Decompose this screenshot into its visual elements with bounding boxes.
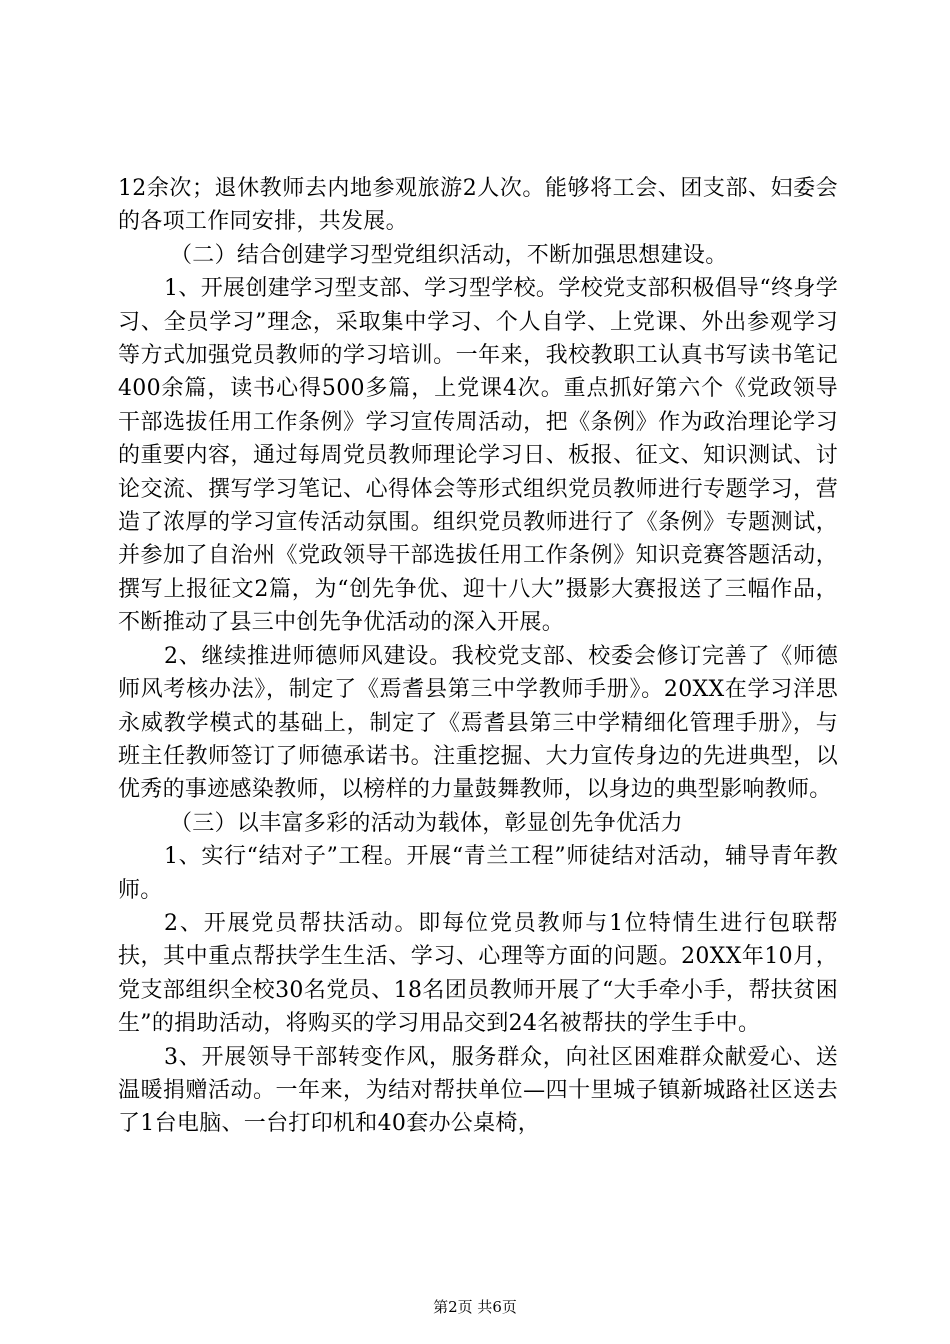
paragraph-assistance: 2、开展党员帮扶活动。即每位党员教师与1位特情生进行包联帮扶，其中重点帮扶学生生活、学习、心理等方面的问题。20XX年10月，党支部组织全校30名党员、18名团员教师开展了“大手牵小手，帮扶贫困生”的捐助活动，将购买的学习用品交到24名被帮扶的学生手中。 — [118, 910, 838, 1037]
section-heading-3: （三）以丰富多彩的活动为载体，彰显创先争优活力 — [170, 810, 683, 836]
document-body — [118, 172, 838, 1141]
paragraph-learning: 1、开展创建学习型支部、学习型学校。学校党支部积极倡导“终身学习、全员学习”理念，采取集中学习、个人自学、上党课、外出参观学习等方式加强党员教师的学习培训。一年来，我校教职工认真书写读书笔记400余篇，读书心得500多篇，上党课4次。重点抓好第六个《党政领导干部选拔任用工作条例》学习宣传周活动，把《条例》作为政治理论学习的重要内容，通过每周党员教师理论学习日、板报、征文、知识测试、讨论交流、撰写学习笔记、心得体会等形式组织党员教师进行专题学习，营造了浓厚的学习宣传活动氛围。组织党员教师进行了《条例》专题测试，并参加了自治州《党政领导干部选拔任用工作条例》知识竞赛答题活动，撰写上报征文2篇，为“创先争优、迎十八大”摄影大赛报送了三幅作品，不断推动了县三中创先争优活动的深入开展。 — [118, 276, 838, 636]
paragraph-pairing: 1、实行“结对子”工程。开展“青兰工程”师徒结对活动，辅导青年教师。 — [118, 844, 838, 903]
paragraph-continued: 12余次；退休教师去内地参观旅游2人次。能够将工会、团支部、妇委会的各项工作同安排，共发展。 — [118, 176, 838, 235]
page-footer: 第2页 共6页 — [433, 1298, 517, 1316]
section-heading-2: （二）结合创建学习型党组织活动，不断加强思想建设。 — [170, 242, 728, 268]
paragraph-ethics: 2、继续推进师德师风建设。我校党支部、校委会修订完善了《师德师风考核办法》，制定了《焉耆县第三中学教师手册》。20XX在学习洋思永威教学模式的基础上，制定了《焉耆县第三中学精细化管理手册》，与班主任教师签订了师德承诺书。注重挖掘、大力宣传身边的先进典型，以优秀的事迹感染教师，以榜样的力量鼓舞教师，以身边的典型影响教师。 — [118, 643, 838, 803]
paragraph-donation: 3、开展领导干部转变作风，服务群众，向社区困难群众献爱心、送温暖捐赠活动。一年来，为结对帮扶单位—四十里城子镇新城路社区送去了1台电脑、一台打印机和40套办公桌椅， — [118, 1044, 838, 1137]
